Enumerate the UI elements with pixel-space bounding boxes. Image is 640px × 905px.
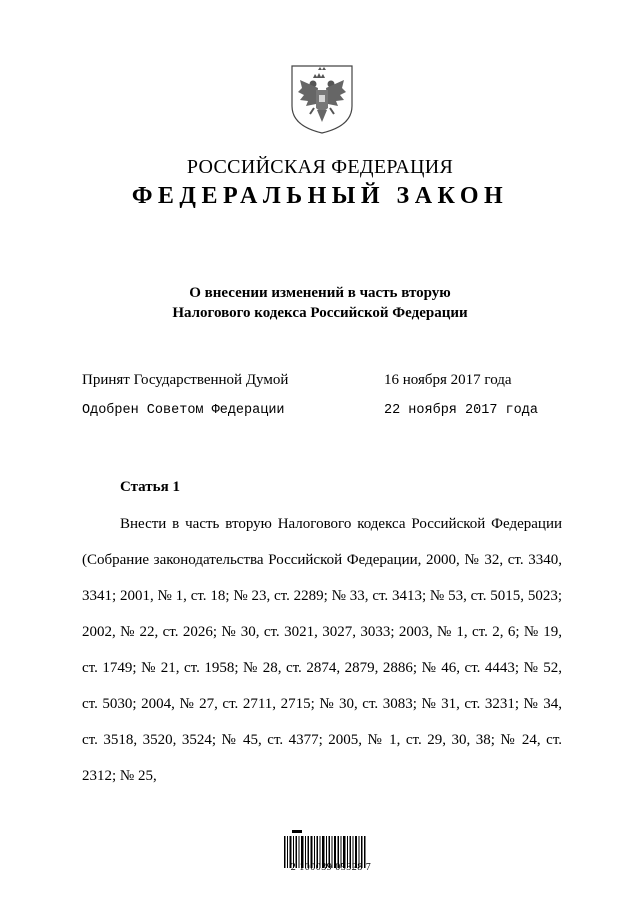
law-subject-line-1: О внесении изменений в часть вторую [189, 285, 451, 301]
article-text: Внести в часть вторую Налогового кодекса Российской Федерации (Собрание законодательства Российской Федерации, 2000, № 32, ст. 3340, 3341; 2001, № 1, ст. 18; № 23, ст. 2289; № 33, ст. 3413; № 53, ст. 5015, 5023; 2002, № 22, ст. 2026; № 30, ст. 3021, 3027, 3033; 2003, № 1, ст. 2, 6; № 19, ст. 1749; № 21, ст. 1958; № 28, ст. 2874, 2879, 2886; № 46, ст. 4443; № 52, ст. 5030; 2004, № 27, ст. 2711, 2715; № 30, ст. 3083; № 31, ст. 3231; № 34, ст. 3518, 3520, 3524; № 45, ст. 4377; 2005, № 1, ст. 29, 30, 38; № 24, ст. 2312; № 25, [82, 516, 562, 784]
council-approval-date: 22 ноября 2017 года [384, 403, 538, 418]
article-title: Статья 1 [120, 479, 180, 495]
country-title: РОССИЙСКАЯ ФЕДЕРАЦИЯ [186, 156, 454, 178]
council-approval-label: Одобрен Советом Федерации [82, 403, 285, 418]
law-subject-line-2: Налогового кодекса Российской Федерации [172, 305, 468, 321]
duma-adoption-date: 16 ноября 2017 года [384, 372, 512, 388]
barcode-number: 2 100039 05328 7 [290, 862, 372, 873]
duma-adoption-label: Принят Государственной Думой [82, 372, 289, 388]
law-subject [0, 283, 640, 323]
document-type-title: ФЕДЕРАЛЬНЫЙ ЗАКОН [131, 183, 509, 209]
coat-of-arms-icon [288, 62, 356, 136]
